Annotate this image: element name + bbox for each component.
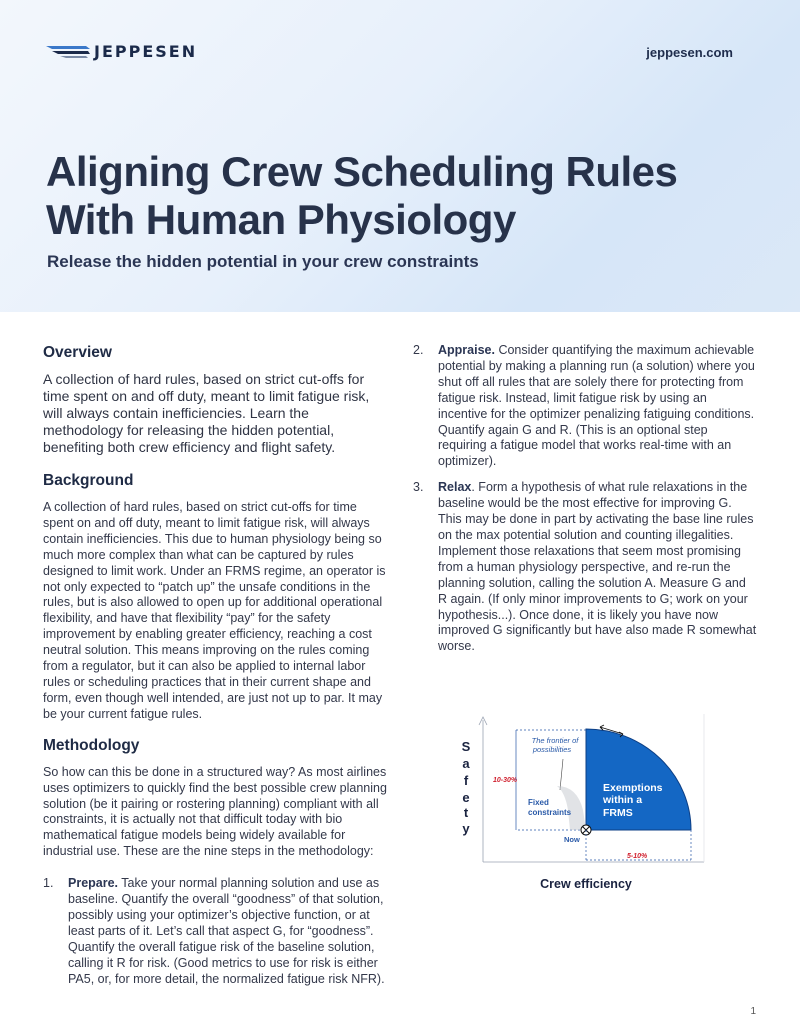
pct-10-30-label: 10-30% — [493, 777, 518, 784]
pct-5-10-label: 5-10% — [627, 853, 648, 860]
frms-exemptions-region — [586, 729, 691, 830]
exemptions-label-line-3: FRMS — [603, 807, 633, 819]
frontier-label-line-2: possibilities — [532, 745, 572, 754]
y-label-letter: f — [463, 773, 469, 788]
jeppesen-logo[interactable] — [46, 40, 197, 62]
y-label-letter: e — [462, 790, 470, 805]
logo-text: JEPPESEN — [94, 41, 198, 61]
list-item-step-1 — [43, 876, 388, 987]
background-heading: Background — [43, 472, 134, 489]
exemptions-label-line-2: within a — [603, 794, 643, 806]
step-body — [438, 480, 758, 655]
fixed-label-line-1: Fixed — [528, 798, 549, 807]
list-item-step-3 — [413, 480, 758, 655]
step-text: Take your normal planning solution and use as baseline. Quantify the overall “goodness” of that solution, possibly using your optimizer’s objective function, or at least parts of it. Let’s call that aspect G, for “goodness”. Quantify the overall fatigue risk of the baseline solution, calling it R for risk. (Good metrics to use for risk is either PA5, or, for more detail, the normalized fatigue risk NFR). — [68, 876, 385, 986]
page-subtitle: Release the hidden potential in your crew constraints — [47, 252, 479, 271]
step-number: 2. — [413, 343, 424, 357]
y-label-letter: t — [463, 805, 469, 820]
page-title: Aligning Crew Scheduling Rules With Human Physiology — [46, 148, 678, 243]
frontier-pointer-line — [560, 759, 563, 790]
step-title: Relax — [438, 480, 472, 495]
frontier-label-line-1: The frontier of — [531, 736, 579, 745]
left-column — [43, 344, 388, 987]
step-text: . Form a hypothesis of what rule relaxations in the baseline would be the most effective for improving G. This may be done in part by activating the base line rules on the max potential solution and counting illegalities. Implement those relaxations that seem most promising from a human physiology perspective, and re-run the planning solution, calling the solution A. Measure G and R again. (If only minor improvements to G; work on your hypothesis...). Once done, it is likely you have now improved G significantly but have also made R somewhat worse. — [438, 480, 757, 654]
step-body — [438, 343, 758, 470]
efficiency-safety-diagram — [452, 712, 712, 897]
overview-text: A collection of hard rules, based on strict cut-offs for time spent on and off duty, meant to limit fatigue risk, will always contain inefficiencies. Learn the methodology for releasing the hidden potential, benefiting both crew efficiency and flight safety. — [43, 371, 370, 455]
x-axis-label: Crew efficiency — [540, 877, 632, 891]
site-url[interactable]: jeppesen.com — [646, 45, 733, 60]
methodology-heading: Methodology — [43, 736, 140, 754]
fixed-label-line-2: constraints — [528, 808, 572, 817]
step-number: 1. — [43, 876, 54, 891]
now-label: Now — [564, 835, 580, 844]
step-title: Prepare. — [68, 876, 119, 891]
exemptions-label-line-1: Exemptions — [603, 782, 663, 794]
list-item-step-2 — [413, 343, 758, 470]
step-title: Appraise. — [438, 343, 495, 357]
background-text: A collection of hard rules, based on strict cut-offs for time spent on and off duty, meant to limit fatigue risk, will always contain inefficiencies. This due to human physiology being so much more complex than what can be captured by rules designed to limit work. Under an FRMS regime, an operator is not only expected to “patch up” the unsafe conditions in the rules, but is also allowed to open up for additional operational flexibility, and have that flexibility “pay” for the safety improvement by enabling greater efficiency, reaching a cost neutral solution. This means improving on the rules coming from a regulator, but it can also be applied to internal labor rules or scheduling practices that in their current shape and form, even though well intended, are just not up to par. It may be your current fatigue rules. — [43, 500, 386, 721]
overview-heading: Overview — [43, 344, 112, 361]
logo-swoosh-icon — [46, 42, 90, 60]
y-label-letter: S — [461, 739, 471, 754]
page-number: 1 — [750, 1006, 756, 1017]
step-text: Consider quantifying the maximum achievable potential by making a planning run (a solution) where you shut off all rules that are solely there for protecting from fatigue risk. Instead, limit fatigue risk by using an incentive for the optimizer penalizing fatiguing conditions. Quantify again G and R. (This is an optional step requiring a fatigue model that works real-time with an optimizer). — [438, 343, 755, 469]
y-label-letter: a — [462, 756, 470, 771]
steps-list — [43, 876, 388, 987]
methodology-text: So how can this be done in a structured way? As most airlines uses optimizers to quickly find the best possible crew planning solution (be it pairing or rostering planning) compliant with all constraints, it is actually not that difficult today with bio mathematical fatigue models being widely available for industrial use. These are the nine steps in the methodology: — [43, 764, 387, 859]
right-column — [413, 343, 758, 655]
step-number: 3. — [413, 480, 424, 495]
header-banner — [0, 0, 800, 312]
y-label-letter: y — [462, 821, 470, 836]
step-body — [68, 876, 388, 987]
